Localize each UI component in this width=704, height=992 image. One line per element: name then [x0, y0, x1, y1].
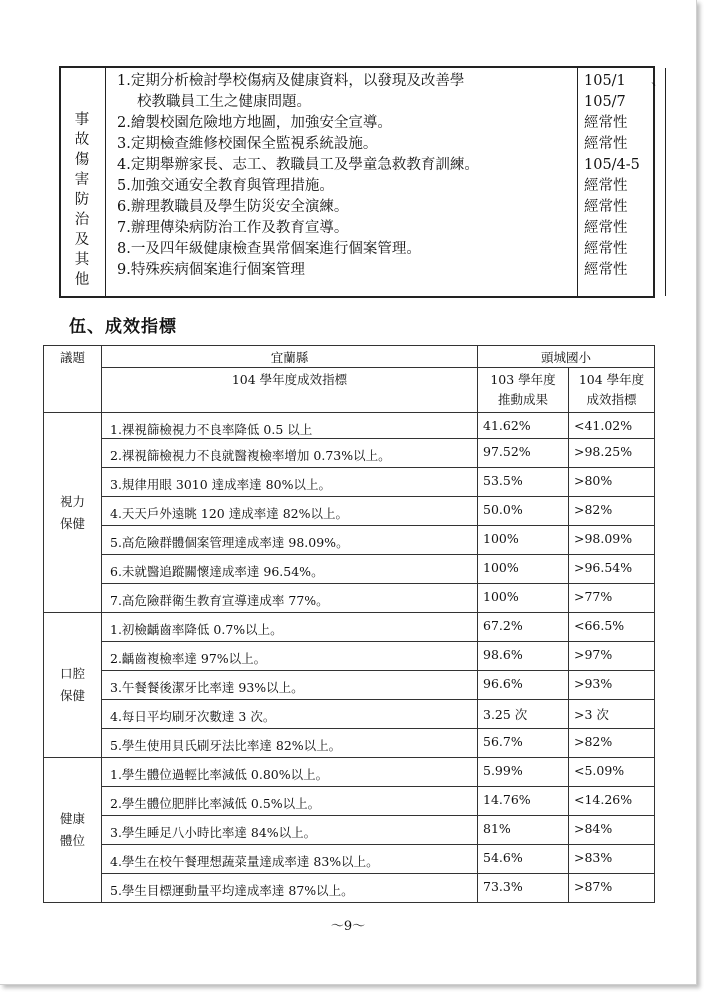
target-104-cell: >93% — [569, 671, 655, 700]
table-row — [44, 671, 655, 700]
result-103-cell: 81% — [478, 816, 569, 845]
category-cell — [61, 68, 106, 296]
indicator-cell: 5.學生目標運動量平均達成率達 87%以上。 — [102, 874, 478, 903]
table-row — [44, 758, 655, 787]
indicator-cell: 1.學生體位過輕比率減低 0.80%以上。 — [102, 758, 478, 787]
indicator-cell: 2.裸視篩檢視力不良就醫複檢率增加 0.73%以上。 — [102, 439, 478, 468]
indicator-header: 104 學年度成效指標 — [102, 368, 478, 413]
result-103-cell: 5.99% — [478, 758, 569, 787]
indicator-cell: 3.規律用眼 3010 達成率達 80%以上。 — [102, 468, 478, 497]
target-104-cell: <14.26% — [569, 787, 655, 816]
target-104-cell: >98.25% — [569, 439, 655, 468]
indicator-cell: 5.高危險群體個案管理達成率達 98.09%。 — [102, 526, 478, 555]
table-row — [44, 555, 655, 584]
measure-item: 6.辦理教職員及學生防災安全演練。 — [117, 199, 349, 215]
result-103-cell: 100% — [478, 584, 569, 613]
target-104-cell: >3 次 — [569, 700, 655, 729]
measure-item: 7.辦理傳染病防治工作及教育宣導。 — [117, 220, 349, 236]
target-104-cell: >83% — [569, 845, 655, 874]
indicator-cell: 2.學生體位肥胖比率減低 0.5%以上。 — [102, 787, 478, 816]
measure-item-continuation: 校教職員工生之健康問題。 — [137, 94, 311, 110]
result-103-cell: 41.62% — [478, 413, 569, 439]
target-104-header-line1: 104 學年度 — [578, 372, 645, 387]
result-103-cell: 56.7% — [478, 729, 569, 758]
result-103-cell: 54.6% — [478, 845, 569, 874]
measure-item: 9.特殊疾病個案進行個案管理 — [117, 262, 305, 278]
indicator-cell: 6.未就醫追蹤關懷達成率達 96.54%。 — [102, 555, 478, 584]
table-row — [44, 787, 655, 816]
section-title: 伍、成效指標 — [69, 317, 177, 337]
table-row — [44, 642, 655, 671]
indicator-cell: 7.高危險群衛生教育宣導達成率 77%。 — [102, 584, 478, 613]
measures-cell — [106, 68, 578, 296]
indicator-cell: 2.齲齒複檢率達 97%以上。 — [102, 642, 478, 671]
target-104-header — [569, 368, 655, 413]
target-104-cell: <41.02% — [569, 413, 655, 439]
result-103-cell: 3.25 次 — [478, 700, 569, 729]
target-104-cell: >80% — [569, 468, 655, 497]
indicator-cell: 3.學生睡足八小時比率達 84%以上。 — [102, 816, 478, 845]
result-103-cell: 96.6% — [478, 671, 569, 700]
schedule-entry — [584, 71, 665, 92]
target-104-cell: <66.5% — [569, 613, 655, 642]
schedule-separator: 、 — [651, 73, 666, 89]
schedule-entry: 105/7 — [584, 94, 626, 110]
target-104-cell: <5.09% — [569, 758, 655, 787]
result-103-header-line2: 推動成果 — [497, 392, 548, 407]
schedule-entry: 經常性 — [584, 262, 628, 278]
topic-label-line2: 體位 — [59, 833, 85, 848]
table-row — [44, 526, 655, 555]
topic-header: 議題 — [44, 346, 102, 413]
accident-prevention-table — [59, 66, 666, 298]
indicator-cell: 5.學生使用貝氏刷牙法比率達 82%以上。 — [102, 729, 478, 758]
measure-item: 8.一及四年級健康檢查異常個案進行個案管理。 — [117, 241, 421, 257]
schedule-entry: 經常性 — [584, 199, 628, 215]
indicator-cell: 1.初檢齲齒率降低 0.7%以上。 — [102, 613, 478, 642]
schedule-entry: 經常性 — [584, 115, 628, 131]
indicator-cell: 4.每日平均刷牙次數達 3 次。 — [102, 700, 478, 729]
result-103-header — [478, 368, 569, 413]
target-104-cell: >82% — [569, 497, 655, 526]
schedule-entry: 經常性 — [584, 241, 628, 257]
target-104-cell: >87% — [569, 874, 655, 903]
table-row — [44, 874, 655, 903]
page-number: ～9～ — [330, 919, 366, 934]
measure-item: 2.繪製校園危險地方地圖，加強安全宣導。 — [117, 115, 392, 131]
result-103-cell: 73.3% — [478, 874, 569, 903]
indicator-cell: 4.學生在校午餐理想蔬菜量達成率達 83%以上。 — [102, 845, 478, 874]
table-row — [44, 816, 655, 845]
table-row — [44, 729, 655, 758]
table-row — [44, 613, 655, 642]
topic-cell — [44, 413, 102, 613]
topic-label-line2: 保健 — [59, 688, 85, 703]
result-103-cell: 67.2% — [478, 613, 569, 642]
topic-cell — [44, 613, 102, 758]
effectiveness-indicator-table — [43, 345, 655, 903]
measure-item: 1.定期分析檢討學校傷病及健康資料，以發現及改善學 — [117, 73, 465, 89]
target-104-cell: >84% — [569, 816, 655, 845]
table-row — [44, 584, 655, 613]
table-row — [44, 845, 655, 874]
schedule-cell — [578, 68, 666, 296]
topic-label-line2: 保健 — [59, 515, 85, 531]
result-103-cell: 98.6% — [478, 642, 569, 671]
indicator-cell: 1.裸視篩檢視力不良率降低 0.5 以上 — [102, 413, 478, 439]
result-103-cell: 100% — [478, 526, 569, 555]
measure-item: 5.加強交通安全教育與管理措施。 — [117, 178, 334, 194]
county-header: 宜蘭縣 — [102, 346, 478, 368]
indicator-cell: 3.午餐餐後潔牙比率達 93%以上。 — [102, 671, 478, 700]
table-row — [44, 468, 655, 497]
table-row — [44, 700, 655, 729]
measure-item: 4.定期舉辦家長、志工、教職員工及學童急救教育訓練。 — [117, 157, 479, 173]
schedule-entry: 經常性 — [584, 178, 628, 194]
target-104-cell: >97% — [569, 642, 655, 671]
target-104-cell: >77% — [569, 584, 655, 613]
measure-item: 3.定期檢查維修校園保全監視系統設施。 — [117, 136, 378, 152]
result-103-cell: 100% — [478, 555, 569, 584]
school-header: 頭城國小 — [478, 346, 655, 368]
table-row — [44, 497, 655, 526]
topic-cell — [44, 758, 102, 903]
topic-label-line1: 口腔 — [59, 666, 85, 681]
target-104-cell: >82% — [569, 729, 655, 758]
schedule-entry: 105/4-5 — [584, 157, 640, 173]
target-104-header-line2: 成效指標 — [586, 392, 637, 407]
result-103-header-line1: 103 學年度 — [490, 372, 556, 387]
topic-label-line1: 健康 — [59, 811, 85, 826]
table-row — [44, 439, 655, 468]
schedule-entry: 經常性 — [584, 136, 628, 152]
target-104-cell: >96.54% — [569, 555, 655, 584]
schedule-value: 105/1 — [584, 73, 626, 89]
target-104-cell: >98.09% — [569, 526, 655, 555]
topic-label-line1: 視力 — [59, 493, 85, 509]
result-103-cell: 50.0% — [478, 497, 569, 526]
result-103-cell: 53.5% — [478, 468, 569, 497]
schedule-entry: 經常性 — [584, 220, 628, 236]
table-row — [44, 413, 655, 439]
indicator-cell: 4.天天戶外遠眺 120 達成率達 82%以上。 — [102, 497, 478, 526]
result-103-cell: 14.76% — [478, 787, 569, 816]
result-103-cell: 97.52% — [478, 439, 569, 468]
category-label: 事故傷害防治及其他 — [74, 112, 90, 288]
